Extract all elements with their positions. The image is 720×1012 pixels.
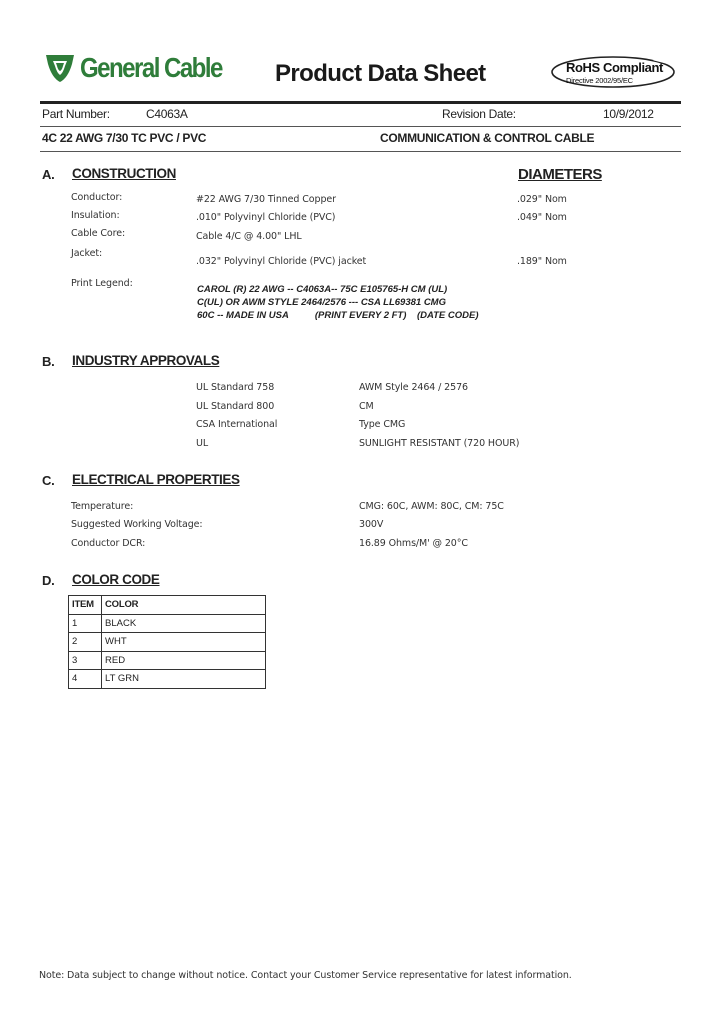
cable-core-label: Cable Core: [71, 228, 126, 239]
table-header-row [69, 596, 266, 615]
approval-rating-4: SUNLIGHT RESISTANT (720 HOUR) [359, 438, 520, 449]
part-number-label: Part Number: [42, 107, 110, 121]
approval-rating-1: AWM Style 2464 / 2576 [359, 382, 468, 393]
insulation-value: .010" Polyvinyl Chloride (PVC) [196, 212, 336, 223]
rohs-title: RoHS Compliant [566, 60, 663, 75]
voltage-value: 300V [359, 519, 384, 530]
revision-date-value: 10/9/2012 [603, 107, 654, 121]
jacket-value: .032" Polyvinyl Chloride (PVC) jacket [196, 256, 367, 267]
jacket-label: Jacket: [71, 248, 103, 259]
approval-rating-2: CM [359, 401, 374, 412]
insulation-diameter: .049" Nom [517, 212, 567, 223]
part-row-rule [40, 126, 681, 127]
part-number-value: C4063A [146, 107, 188, 121]
footer-note-label: Note: [39, 970, 65, 981]
table-row [69, 651, 266, 670]
diameters-title: DIAMETERS [518, 166, 602, 183]
section-construction-title: CONSTRUCTION [72, 166, 176, 181]
cable-description: 4C 22 AWG 7/30 TC PVC / PVC [42, 131, 207, 145]
section-a-letter: A. [42, 167, 55, 182]
logo-text: General Cable [80, 52, 222, 83]
temperature-label: Temperature: [71, 501, 134, 512]
item-cell: 3 [69, 651, 102, 670]
approval-standard-1: UL Standard 758 [196, 382, 275, 393]
voltage-label: Suggested Working Voltage: [71, 519, 203, 530]
item-cell: 2 [69, 633, 102, 652]
temperature-value: CMG: 60C, AWM: 80C, CM: 75C [359, 501, 504, 512]
section-b-letter: B. [42, 354, 55, 369]
cable-core-value: Cable 4/C @ 4.00" LHL [196, 231, 302, 242]
print-legend-line-1: CAROL (R) 22 AWG -- C4063A-- 75C E105765-H CM (UL) [197, 284, 448, 295]
conductor-value: #22 AWG 7/30 Tinned Copper [196, 194, 336, 205]
desc-row-rule [40, 151, 681, 152]
revision-date-label: Revision Date: [442, 107, 516, 121]
rohs-badge [550, 52, 678, 90]
rohs-directive: Directive 2002/95/EC [566, 76, 633, 85]
section-electrical-title: ELECTRICAL PROPERTIES [72, 472, 240, 487]
color-column-header: COLOR [102, 596, 266, 615]
jacket-diameter: .189" Nom [517, 256, 567, 267]
cable-category: COMMUNICATION & CONTROL CABLE [380, 131, 595, 145]
color-cell: WHT [102, 633, 266, 652]
item-column-header: ITEM [69, 596, 102, 615]
conductor-label: Conductor: [71, 192, 123, 203]
header-rule [40, 101, 681, 104]
table-row [69, 633, 266, 652]
section-approvals-title: INDUSTRY APPROVALS [72, 353, 220, 368]
item-cell: 4 [69, 670, 102, 689]
table-row [69, 614, 266, 633]
section-d-letter: D. [42, 573, 55, 588]
print-legend-line-2: C(UL) OR AWM STYLE 2464/2576 --- CSA LL69381 CMG [197, 297, 446, 308]
dcr-label: Conductor DCR: [71, 538, 146, 549]
section-c-letter: C. [42, 473, 55, 488]
color-cell: LT GRN [102, 670, 266, 689]
conductor-diameter: .029" Nom [517, 194, 567, 205]
color-cell: RED [102, 651, 266, 670]
approval-standard-2: UL Standard 800 [196, 401, 275, 412]
print-legend-line-3: 60C -- MADE IN USA (PRINT EVERY 2 FT) (DATE CODE) [197, 310, 479, 321]
insulation-label: Insulation: [71, 210, 120, 221]
item-cell: 1 [69, 614, 102, 633]
approval-standard-4: UL [196, 438, 209, 449]
color-cell: BLACK [102, 614, 266, 633]
color-code-table [68, 595, 266, 689]
table-row [69, 670, 266, 689]
approval-rating-3: Type CMG [359, 419, 406, 430]
dcr-value: 16.89 Ohms/M' @ 20°C [359, 538, 468, 549]
footer-note-text: Data subject to change without notice. Contact your Customer Service representative for latest information. [67, 970, 572, 981]
general-cable-shield-icon [44, 52, 76, 84]
section-color-code-title: COLOR CODE [72, 572, 160, 587]
approval-standard-3: CSA International [196, 419, 278, 430]
page-title: Product Data Sheet [275, 60, 486, 87]
print-legend-label: Print Legend: [71, 278, 133, 289]
